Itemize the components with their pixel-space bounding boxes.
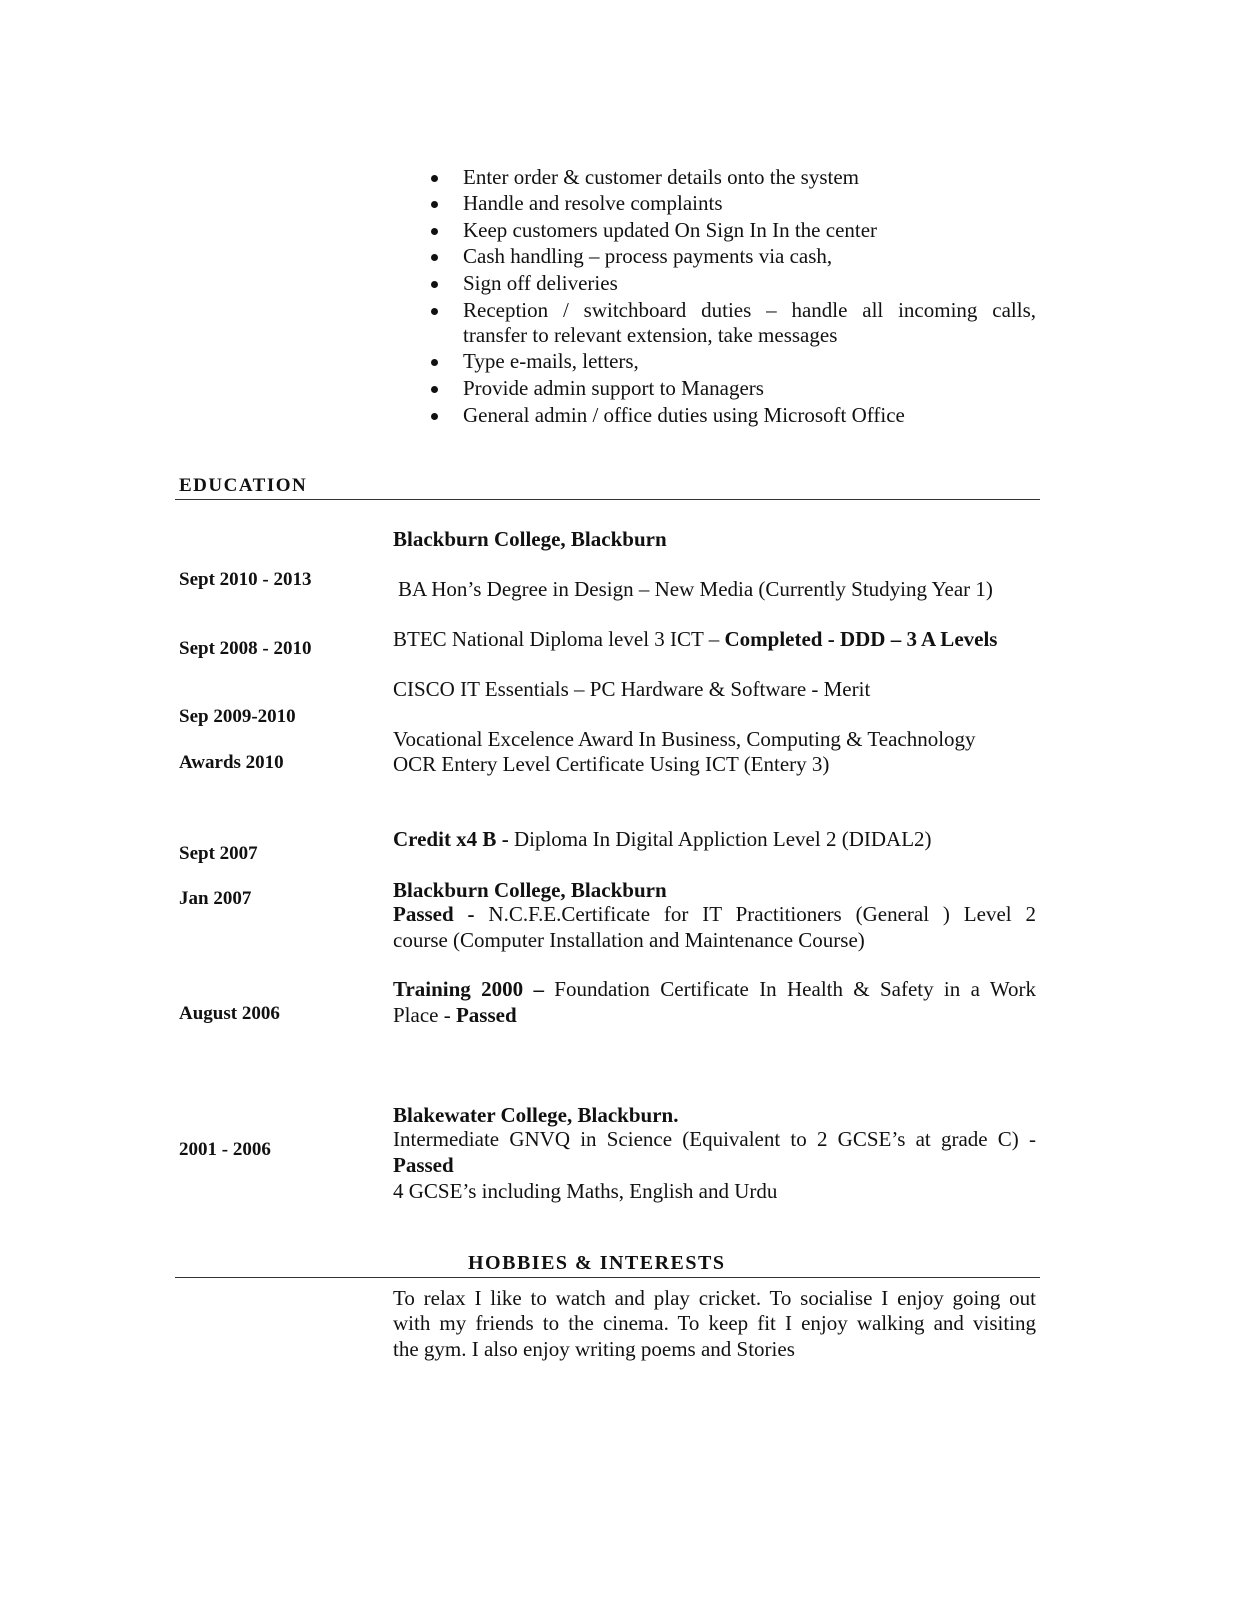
- list-item: Sign off deliveries: [463, 271, 618, 295]
- section-divider: [175, 499, 1040, 500]
- education-entry-continuation: [393, 1002, 517, 1028]
- bullet-icon: [431, 413, 438, 420]
- date-label: 2001 - 2006: [179, 1139, 271, 1160]
- hobbies-heading: HOBBIES & INTERESTS: [468, 1252, 726, 1274]
- education-entry: [393, 977, 1036, 1002]
- date-label: Sept 2008 - 2010: [179, 638, 312, 659]
- entry-text: BTEC National Diploma level 3 ICT –: [393, 627, 725, 651]
- bullet-icon: [431, 228, 438, 235]
- entry-result: Passed: [455, 1003, 517, 1027]
- section-divider: [175, 1277, 1040, 1278]
- list-item-continuation: transfer to relevant extension, take messages: [463, 323, 838, 347]
- entry-result: Credit x4 B -: [393, 827, 514, 851]
- college-name: Blackburn College, Blackburn: [393, 527, 667, 551]
- education-entry: CISCO IT Essentials – PC Hardware & Software - Merit: [393, 677, 871, 701]
- education-entry: Intermediate GNVQ in Science (Equivalent to 2 GCSE’s at grade C) -: [393, 1127, 1036, 1151]
- education-entry: Vocational Excelence Award In Business, Computing & Teachnology: [393, 727, 976, 751]
- college-name: Blackburn College, Blackburn: [393, 878, 667, 902]
- bullet-icon: [431, 308, 438, 315]
- bullet-icon: [431, 386, 438, 393]
- date-label: August 2006: [179, 1003, 280, 1024]
- list-item: Handle and resolve complaints: [463, 191, 723, 215]
- list-item: Cash handling – process payments via cash,: [463, 244, 833, 268]
- entry-text: Foundation Certificate In Health & Safety in a Work: [554, 977, 1036, 1001]
- education-entry: [393, 902, 1036, 927]
- education-heading: EDUCATION: [179, 475, 308, 496]
- date-label: Jan 2007: [179, 888, 252, 909]
- list-item: General admin / office duties using Microsoft Office: [463, 403, 905, 427]
- entry-text: Place -: [393, 1003, 456, 1027]
- list-item: Provide admin support to Managers: [463, 376, 764, 400]
- education-entry: 4 GCSE’s including Maths, English and Urdu: [393, 1179, 778, 1203]
- entry-result: Training 2000 –: [393, 977, 555, 1001]
- bullet-icon: [431, 175, 438, 182]
- list-item: Enter order & customer details onto the system: [463, 165, 859, 189]
- list-item: Keep customers updated On Sign In In the center: [463, 218, 878, 242]
- date-label: Awards 2010: [179, 752, 284, 773]
- college-name: Blakewater College, Blackburn.: [393, 1103, 679, 1127]
- entry-result: Completed - DDD – 3 A Levels: [724, 627, 998, 651]
- entry-text: Diploma In Digital Appliction Level 2 (DIDAL2): [513, 827, 932, 851]
- date-label: Sept 2007: [179, 843, 258, 864]
- hobbies-text: the gym. I also enjoy writing poems and Stories: [393, 1337, 795, 1361]
- hobbies-text: To relax I like to watch and play cricket. To socialise I enjoy going out: [393, 1286, 1036, 1310]
- entry-result: Passed: [393, 1153, 454, 1177]
- list-item: Reception / switchboard duties – handle all incoming calls,: [463, 298, 1036, 322]
- bullet-icon: [431, 201, 438, 208]
- education-entry: OCR Entery Level Certificate Using ICT (Entery 3): [393, 752, 830, 776]
- date-label: Sep 2009-2010: [179, 706, 296, 727]
- hobbies-text: with my friends to the cinema. To keep fit I enjoy walking and visiting: [393, 1311, 1036, 1335]
- bullet-icon: [431, 281, 438, 288]
- entry-result: Passed -: [393, 902, 489, 926]
- bullet-icon: [431, 359, 438, 366]
- education-entry: BA Hon’s Degree in Design – New Media (Currently Studying Year 1): [398, 577, 993, 601]
- education-entry: [393, 626, 997, 652]
- list-item: Type e-mails, letters,: [463, 349, 639, 373]
- date-label: Sept 2010 - 2013: [179, 569, 312, 590]
- education-entry-continuation: course (Computer Installation and Maintenance Course): [393, 928, 865, 952]
- bullet-icon: [431, 254, 438, 261]
- entry-text: N.C.F.E.Certificate for IT Practitioners (General ) Level 2: [488, 902, 1036, 926]
- education-entry: [393, 826, 932, 852]
